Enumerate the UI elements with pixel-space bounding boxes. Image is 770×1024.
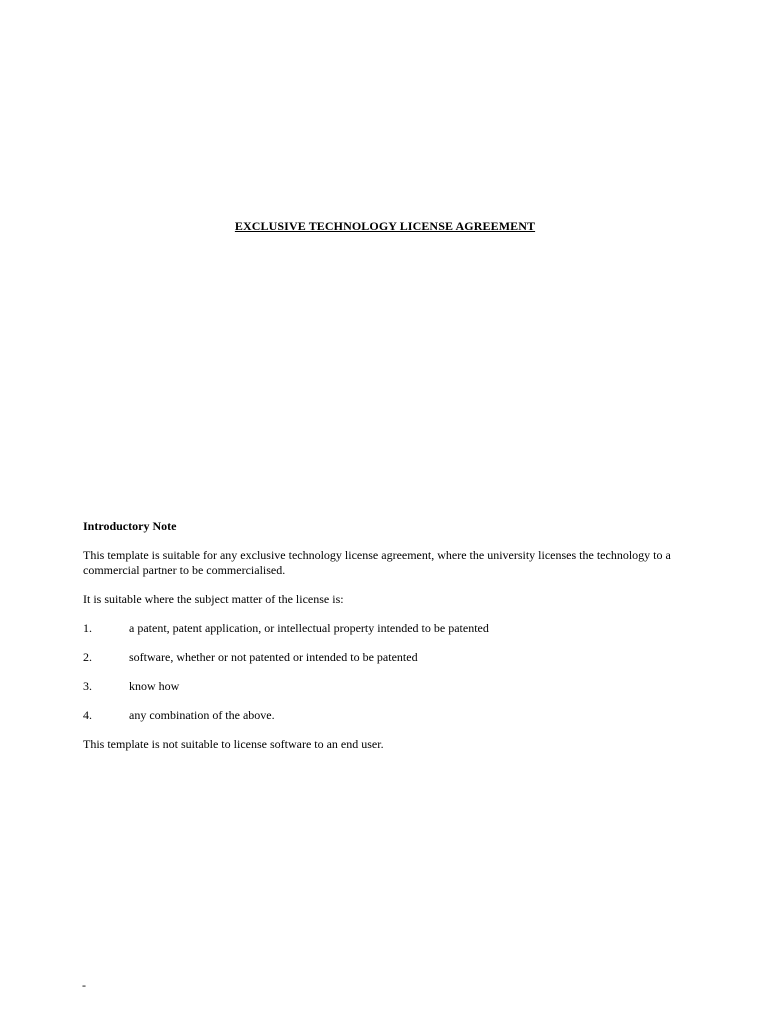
paragraph-subject-matter: It is suitable where the subject matter of the license is: xyxy=(83,592,344,606)
list-item-number: 4. xyxy=(83,708,92,722)
list-item-number: 2. xyxy=(83,650,92,664)
list-item xyxy=(83,679,723,694)
list-item-text: a patent, patent application, or intellectual property intended to be patented xyxy=(129,621,489,635)
document-title: EXCLUSIVE TECHNOLOGY LICENSE AGREEMENT xyxy=(234,219,536,233)
list-item-number: 1. xyxy=(83,621,92,635)
list-item-text: any combination of the above. xyxy=(129,708,275,722)
list-item xyxy=(83,621,723,636)
list-item xyxy=(83,708,723,723)
footer-mark: - xyxy=(82,978,86,992)
document-body xyxy=(83,519,723,766)
paragraph-suitability: This template is suitable for any exclusive technology license agreement, where the university licenses the technology to a commercial partner to be commercialised. xyxy=(83,548,671,577)
list-item-number: 3. xyxy=(83,679,92,693)
list-item-text: know how xyxy=(129,679,180,693)
intro-heading: Introductory Note xyxy=(83,519,177,533)
list-item-text: software, whether or not patented or intended to be patented xyxy=(129,650,418,664)
list-item xyxy=(83,650,723,665)
paragraph-not-suitable: This template is not suitable to license software to an end user. xyxy=(83,737,384,751)
